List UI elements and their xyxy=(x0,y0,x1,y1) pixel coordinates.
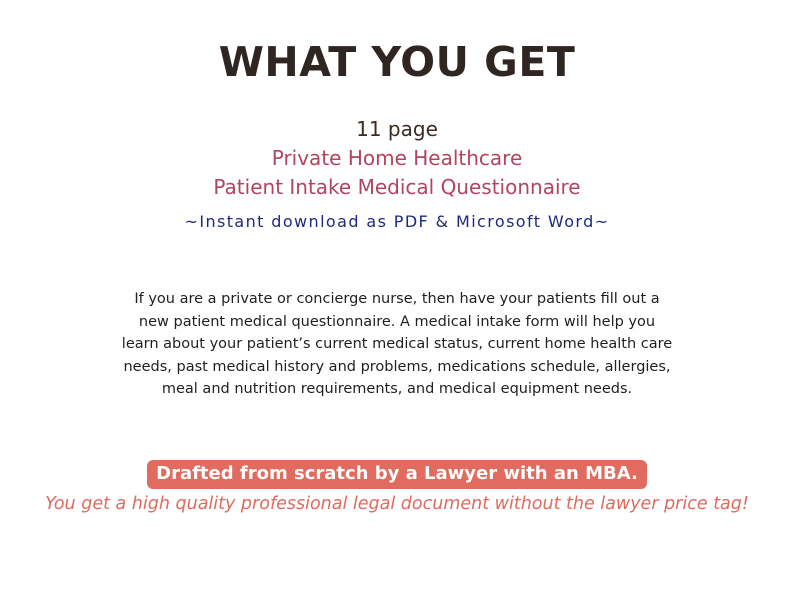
credentials-badge-row xyxy=(0,460,794,489)
page-title: WHAT YOU GET xyxy=(218,38,576,86)
product-description xyxy=(90,288,704,401)
description-line: needs, past medical history and problems, medications schedule, allergies, xyxy=(123,358,671,375)
download-format-note: ~Instant download as PDF & Microsoft Word~ xyxy=(184,212,610,231)
page-count-label: 11 page xyxy=(356,117,438,141)
product-name-line-1: Private Home Healthcare xyxy=(271,146,523,170)
product-name-line-2: Patient Intake Medical Questionnaire xyxy=(213,175,581,199)
value-tagline: You get a high quality professional legal document without the lawyer price tag! xyxy=(45,494,749,514)
description-line: learn about your patient’s current medical status, current home health care xyxy=(121,336,673,352)
description-line: new patient medical questionnaire. A medical intake form will help you xyxy=(138,313,656,330)
description-line: If you are a private or concierge nurse, then have your patients fill out a xyxy=(134,291,660,307)
description-line: meal and nutrition requirements, and medical equipment needs. xyxy=(161,381,633,397)
credentials-badge: Drafted from scratch by a Lawyer with an MBA. xyxy=(147,460,647,489)
